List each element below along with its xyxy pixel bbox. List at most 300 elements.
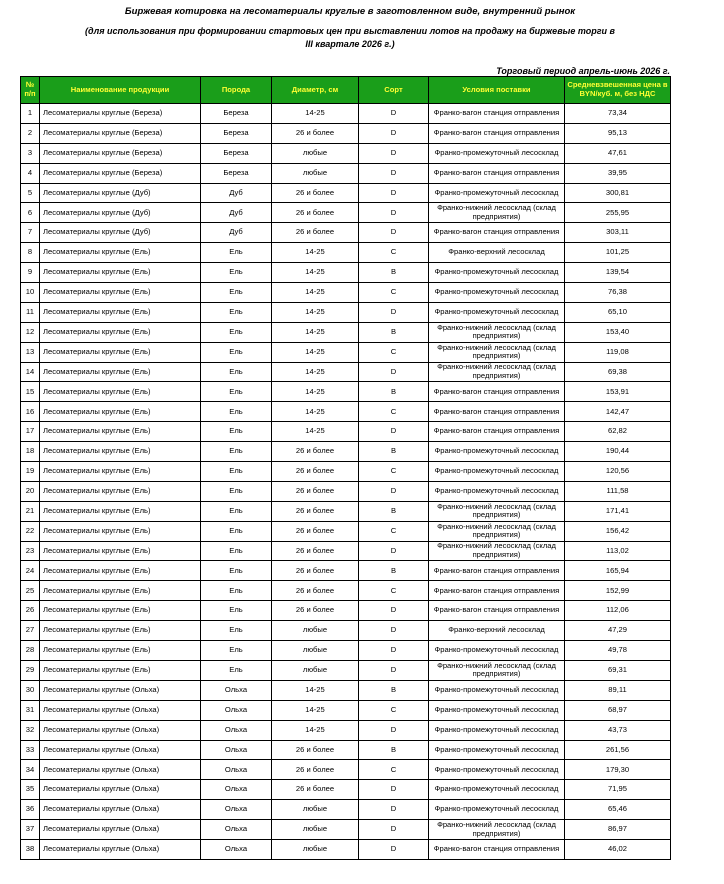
header-grade: Сорт [359, 77, 429, 104]
table-row [21, 621, 671, 641]
cell-grade: C [359, 283, 429, 303]
cell-number: 10 [21, 283, 40, 303]
table-row [21, 183, 671, 203]
cell-species: Ольха [201, 839, 272, 859]
cell-diameter: 14-25 [272, 263, 359, 283]
cell-product: Лесоматериалы круглые (Ель) [40, 422, 201, 442]
cell-product: Лесоматериалы круглые (Ольха) [40, 680, 201, 700]
cell-grade: D [359, 820, 429, 840]
cell-species: Береза [201, 123, 272, 143]
cell-diameter: любые [272, 839, 359, 859]
cell-grade: D [359, 621, 429, 641]
cell-product: Лесоматериалы круглые (Дуб) [40, 223, 201, 243]
cell-product: Лесоматериалы круглые (Ель) [40, 263, 201, 283]
cell-grade: D [359, 720, 429, 740]
cell-grade: D [359, 183, 429, 203]
cell-delivery: Франко-вагон станция отправления [429, 601, 565, 621]
table-row [21, 561, 671, 581]
cell-price: 49,78 [565, 641, 671, 661]
cell-grade: D [359, 163, 429, 183]
cell-number: 18 [21, 442, 40, 462]
cell-product: Лесоматериалы круглые (Ель) [40, 283, 201, 303]
cell-species: Ольха [201, 740, 272, 760]
cell-delivery: Франко-промежуточный лесосклад [429, 302, 565, 322]
cell-grade: D [359, 123, 429, 143]
cell-grade: D [359, 203, 429, 223]
cell-price: 65,46 [565, 800, 671, 820]
cell-delivery: Франко-нижний лесосклад (склад предприятия) [429, 660, 565, 680]
cell-delivery: Франко-промежуточный лесосклад [429, 183, 565, 203]
cell-number: 6 [21, 203, 40, 223]
cell-price: 112,06 [565, 601, 671, 621]
cell-product: Лесоматериалы круглые (Ель) [40, 382, 201, 402]
cell-diameter: 14-25 [272, 342, 359, 362]
cell-diameter: 14-25 [272, 422, 359, 442]
cell-diameter: 26 и более [272, 183, 359, 203]
cell-diameter: любые [272, 641, 359, 661]
cell-diameter: 14-25 [272, 362, 359, 382]
cell-price: 47,61 [565, 143, 671, 163]
cell-product: Лесоматериалы круглые (Ольха) [40, 800, 201, 820]
document-subtitle [0, 25, 700, 51]
table-row [21, 462, 671, 482]
cell-price: 46,02 [565, 839, 671, 859]
cell-number: 8 [21, 243, 40, 263]
cell-delivery: Франко-нижний лесосклад (склад предприятия) [429, 541, 565, 561]
cell-grade: D [359, 641, 429, 661]
cell-delivery: Франко-вагон станция отправления [429, 223, 565, 243]
cell-grade: C [359, 462, 429, 482]
cell-price: 119,08 [565, 342, 671, 362]
table-row [21, 501, 671, 521]
cell-price: 65,10 [565, 302, 671, 322]
cell-delivery: Франко-промежуточный лесосклад [429, 680, 565, 700]
cell-product: Лесоматериалы круглые (Ольха) [40, 820, 201, 840]
header-species: Порода [201, 77, 272, 104]
cell-diameter: 26 и более [272, 442, 359, 462]
table-row [21, 342, 671, 362]
cell-number: 38 [21, 839, 40, 859]
cell-delivery: Франко-верхний лесосклад [429, 243, 565, 263]
subtitle-line-1: (для использования при формировании стартовых цен при выставлении лотов на продажу на биржевые торги в [85, 26, 615, 36]
cell-grade: B [359, 680, 429, 700]
cell-diameter: любые [272, 621, 359, 641]
cell-price: 153,40 [565, 322, 671, 342]
table-row [21, 143, 671, 163]
table-row [21, 760, 671, 780]
cell-price: 68,97 [565, 700, 671, 720]
header-number: № п/п [21, 77, 40, 104]
cell-price: 95,13 [565, 123, 671, 143]
cell-species: Ель [201, 302, 272, 322]
cell-product: Лесоматериалы круглые (Ель) [40, 322, 201, 342]
cell-species: Ель [201, 621, 272, 641]
table-row [21, 601, 671, 621]
cell-diameter: 14-25 [272, 322, 359, 342]
cell-delivery: Франко-нижний лесосклад (склад предприятия) [429, 521, 565, 541]
cell-number: 34 [21, 760, 40, 780]
table-row [21, 839, 671, 859]
cell-species: Ольха [201, 720, 272, 740]
cell-number: 15 [21, 382, 40, 402]
cell-species: Ель [201, 601, 272, 621]
cell-grade: B [359, 501, 429, 521]
cell-species: Береза [201, 104, 272, 124]
cell-price: 76,38 [565, 283, 671, 303]
cell-delivery: Франко-промежуточный лесосклад [429, 462, 565, 482]
cell-price: 111,58 [565, 481, 671, 501]
cell-number: 12 [21, 322, 40, 342]
cell-species: Ольха [201, 760, 272, 780]
cell-diameter: 26 и более [272, 203, 359, 223]
cell-delivery: Франко-нижний лесосклад (склад предприятия) [429, 501, 565, 521]
cell-diameter: 26 и более [272, 760, 359, 780]
cell-delivery: Франко-промежуточный лесосклад [429, 800, 565, 820]
cell-product: Лесоматериалы круглые (Ель) [40, 581, 201, 601]
cell-diameter: 26 и более [272, 541, 359, 561]
table-row [21, 203, 671, 223]
cell-diameter: любые [272, 163, 359, 183]
cell-product: Лесоматериалы круглые (Ольха) [40, 780, 201, 800]
cell-product: Лесоматериалы круглые (Береза) [40, 123, 201, 143]
cell-delivery: Франко-промежуточный лесосклад [429, 481, 565, 501]
cell-product: Лесоматериалы круглые (Береза) [40, 104, 201, 124]
cell-delivery: Франко-вагон станция отправления [429, 402, 565, 422]
cell-grade: D [359, 223, 429, 243]
cell-product: Лесоматериалы круглые (Ель) [40, 660, 201, 680]
cell-price: 71,95 [565, 780, 671, 800]
cell-product: Лесоматериалы круглые (Ель) [40, 561, 201, 581]
cell-diameter: 26 и более [272, 780, 359, 800]
cell-product: Лесоматериалы круглые (Ель) [40, 621, 201, 641]
cell-product: Лесоматериалы круглые (Ель) [40, 541, 201, 561]
cell-number: 32 [21, 720, 40, 740]
table-row [21, 243, 671, 263]
trading-period: Торговый период апрель-июнь 2026 г. [496, 66, 670, 76]
cell-price: 152,99 [565, 581, 671, 601]
cell-price: 303,11 [565, 223, 671, 243]
cell-species: Ольха [201, 680, 272, 700]
cell-delivery: Франко-промежуточный лесосклад [429, 143, 565, 163]
cell-delivery: Франко-вагон станция отправления [429, 123, 565, 143]
cell-number: 31 [21, 700, 40, 720]
table-row [21, 700, 671, 720]
cell-number: 2 [21, 123, 40, 143]
cell-grade: D [359, 104, 429, 124]
table-row [21, 800, 671, 820]
cell-delivery: Франко-верхний лесосклад [429, 621, 565, 641]
table-header-row [21, 77, 671, 104]
quotation-table [20, 76, 671, 860]
cell-species: Ель [201, 422, 272, 442]
cell-price: 255,95 [565, 203, 671, 223]
cell-number: 16 [21, 402, 40, 422]
table-row [21, 422, 671, 442]
table-row [21, 820, 671, 840]
cell-product: Лесоматериалы круглые (Ель) [40, 302, 201, 322]
cell-species: Ольха [201, 780, 272, 800]
cell-species: Ель [201, 362, 272, 382]
table-row [21, 680, 671, 700]
cell-diameter: 26 и более [272, 481, 359, 501]
table-row [21, 223, 671, 243]
cell-number: 30 [21, 680, 40, 700]
table-row [21, 660, 671, 680]
header-price: Средневзвешенная цена в BYN/куб. м, без НДС [565, 77, 671, 104]
cell-grade: D [359, 660, 429, 680]
cell-species: Ольха [201, 800, 272, 820]
cell-diameter: 26 и более [272, 740, 359, 760]
cell-diameter: 26 и более [272, 561, 359, 581]
cell-number: 35 [21, 780, 40, 800]
cell-product: Лесоматериалы круглые (Ольха) [40, 700, 201, 720]
cell-diameter: любые [272, 800, 359, 820]
cell-species: Ель [201, 501, 272, 521]
cell-delivery: Франко-нижний лесосклад (склад предприятия) [429, 820, 565, 840]
cell-number: 11 [21, 302, 40, 322]
cell-number: 13 [21, 342, 40, 362]
table-row [21, 641, 671, 661]
cell-delivery: Франко-вагон станция отправления [429, 581, 565, 601]
cell-delivery: Франко-промежуточный лесосклад [429, 263, 565, 283]
cell-grade: D [359, 780, 429, 800]
table-row [21, 283, 671, 303]
cell-species: Ель [201, 641, 272, 661]
cell-grade: B [359, 442, 429, 462]
cell-product: Лесоматериалы круглые (Береза) [40, 143, 201, 163]
cell-species: Ель [201, 322, 272, 342]
cell-species: Береза [201, 163, 272, 183]
cell-number: 27 [21, 621, 40, 641]
table-row [21, 302, 671, 322]
cell-delivery: Франко-нижний лесосклад (склад предприятия) [429, 362, 565, 382]
cell-diameter: любые [272, 660, 359, 680]
table-row [21, 123, 671, 143]
cell-number: 19 [21, 462, 40, 482]
cell-grade: C [359, 700, 429, 720]
cell-grade: C [359, 243, 429, 263]
cell-price: 39,95 [565, 163, 671, 183]
cell-product: Лесоматериалы круглые (Дуб) [40, 183, 201, 203]
cell-number: 24 [21, 561, 40, 581]
cell-product: Лесоматериалы круглые (Береза) [40, 163, 201, 183]
cell-grade: C [359, 521, 429, 541]
table-row [21, 521, 671, 541]
cell-diameter: 14-25 [272, 283, 359, 303]
cell-product: Лесоматериалы круглые (Ель) [40, 481, 201, 501]
cell-diameter: любые [272, 143, 359, 163]
cell-number: 4 [21, 163, 40, 183]
cell-product: Лесоматериалы круглые (Ель) [40, 402, 201, 422]
cell-grade: C [359, 402, 429, 422]
cell-diameter: 26 и более [272, 123, 359, 143]
cell-price: 171,41 [565, 501, 671, 521]
cell-number: 14 [21, 362, 40, 382]
cell-species: Ольха [201, 700, 272, 720]
table-row [21, 541, 671, 561]
cell-species: Ель [201, 581, 272, 601]
cell-grade: D [359, 481, 429, 501]
cell-species: Ель [201, 481, 272, 501]
cell-product: Лесоматериалы круглые (Ель) [40, 442, 201, 462]
cell-delivery: Франко-вагон станция отправления [429, 422, 565, 442]
header-delivery: Условия поставки [429, 77, 565, 104]
cell-delivery: Франко-промежуточный лесосклад [429, 442, 565, 462]
cell-number: 36 [21, 800, 40, 820]
cell-product: Лесоматериалы круглые (Ольха) [40, 720, 201, 740]
cell-price: 69,38 [565, 362, 671, 382]
cell-diameter: 14-25 [272, 700, 359, 720]
cell-grade: B [359, 740, 429, 760]
cell-grade: D [359, 302, 429, 322]
cell-species: Береза [201, 143, 272, 163]
cell-diameter: 26 и более [272, 521, 359, 541]
cell-delivery: Франко-промежуточный лесосклад [429, 740, 565, 760]
cell-species: Дуб [201, 183, 272, 203]
cell-diameter: 26 и более [272, 223, 359, 243]
table-row [21, 362, 671, 382]
table-row [21, 382, 671, 402]
cell-grade: B [359, 561, 429, 581]
cell-number: 5 [21, 183, 40, 203]
table-row [21, 322, 671, 342]
table-row [21, 402, 671, 422]
header-diameter: Диаметр, см [272, 77, 359, 104]
cell-product: Лесоматериалы круглые (Ель) [40, 243, 201, 263]
cell-price: 153,91 [565, 382, 671, 402]
cell-grade: C [359, 342, 429, 362]
cell-number: 7 [21, 223, 40, 243]
cell-species: Ель [201, 660, 272, 680]
cell-delivery: Франко-промежуточный лесосклад [429, 720, 565, 740]
cell-price: 62,82 [565, 422, 671, 442]
table-row [21, 104, 671, 124]
cell-number: 33 [21, 740, 40, 760]
cell-product: Лесоматериалы круглые (Дуб) [40, 203, 201, 223]
cell-grade: D [359, 143, 429, 163]
cell-delivery: Франко-нижний лесосклад (склад предприятия) [429, 342, 565, 362]
cell-price: 89,11 [565, 680, 671, 700]
cell-price: 69,31 [565, 660, 671, 680]
cell-diameter: 26 и более [272, 581, 359, 601]
cell-species: Ель [201, 442, 272, 462]
cell-species: Ель [201, 561, 272, 581]
cell-price: 43,73 [565, 720, 671, 740]
table-row [21, 481, 671, 501]
cell-product: Лесоматериалы круглые (Ель) [40, 342, 201, 362]
cell-diameter: 14-25 [272, 243, 359, 263]
cell-price: 261,56 [565, 740, 671, 760]
cell-diameter: 26 и более [272, 601, 359, 621]
cell-delivery: Франко-вагон станция отправления [429, 839, 565, 859]
cell-price: 47,29 [565, 621, 671, 641]
cell-number: 9 [21, 263, 40, 283]
cell-product: Лесоматериалы круглые (Ольха) [40, 740, 201, 760]
cell-price: 179,30 [565, 760, 671, 780]
cell-delivery: Франко-промежуточный лесосклад [429, 780, 565, 800]
cell-number: 1 [21, 104, 40, 124]
cell-diameter: 14-25 [272, 302, 359, 322]
cell-species: Ель [201, 521, 272, 541]
cell-grade: C [359, 581, 429, 601]
cell-price: 86,97 [565, 820, 671, 840]
cell-price: 139,54 [565, 263, 671, 283]
cell-grade: D [359, 541, 429, 561]
cell-species: Ель [201, 263, 272, 283]
cell-species: Ель [201, 283, 272, 303]
cell-species: Ель [201, 541, 272, 561]
cell-species: Дуб [201, 203, 272, 223]
cell-species: Ель [201, 402, 272, 422]
cell-product: Лесоматериалы круглые (Ель) [40, 501, 201, 521]
cell-grade: D [359, 362, 429, 382]
cell-grade: C [359, 760, 429, 780]
cell-delivery: Франко-промежуточный лесосклад [429, 700, 565, 720]
document-title: Биржевая котировка на лесоматериалы круглые в заготовленном виде, внутренний рынок [124, 6, 576, 17]
cell-species: Ель [201, 382, 272, 402]
cell-number: 29 [21, 660, 40, 680]
cell-number: 28 [21, 641, 40, 661]
cell-price: 101,25 [565, 243, 671, 263]
cell-delivery: Франко-промежуточный лесосклад [429, 641, 565, 661]
cell-product: Лесоматериалы круглые (Ольха) [40, 839, 201, 859]
cell-diameter: 14-25 [272, 720, 359, 740]
cell-product: Лесоматериалы круглые (Ель) [40, 521, 201, 541]
subtitle-line-2: III квартале 2026 г.) [305, 39, 395, 49]
cell-grade: B [359, 382, 429, 402]
cell-diameter: 14-25 [272, 402, 359, 422]
cell-number: 23 [21, 541, 40, 561]
cell-price: 156,42 [565, 521, 671, 541]
cell-price: 73,34 [565, 104, 671, 124]
cell-product: Лесоматериалы круглые (Ольха) [40, 760, 201, 780]
cell-number: 26 [21, 601, 40, 621]
cell-grade: D [359, 422, 429, 442]
cell-number: 17 [21, 422, 40, 442]
cell-diameter: 26 и более [272, 462, 359, 482]
cell-price: 142,47 [565, 402, 671, 422]
cell-product: Лесоматериалы круглые (Ель) [40, 362, 201, 382]
cell-diameter: 14-25 [272, 104, 359, 124]
cell-number: 20 [21, 481, 40, 501]
cell-species: Ель [201, 243, 272, 263]
cell-diameter: 14-25 [272, 382, 359, 402]
cell-number: 37 [21, 820, 40, 840]
cell-delivery: Франко-вагон станция отправления [429, 382, 565, 402]
cell-delivery: Франко-нижний лесосклад (склад предприятия) [429, 322, 565, 342]
cell-diameter: любые [272, 820, 359, 840]
cell-product: Лесоматериалы круглые (Ель) [40, 462, 201, 482]
cell-delivery: Франко-вагон станция отправления [429, 561, 565, 581]
cell-number: 3 [21, 143, 40, 163]
cell-price: 190,44 [565, 442, 671, 462]
cell-product: Лесоматериалы круглые (Ель) [40, 601, 201, 621]
cell-price: 120,56 [565, 462, 671, 482]
cell-product: Лесоматериалы круглые (Ель) [40, 641, 201, 661]
table-row [21, 581, 671, 601]
cell-grade: D [359, 839, 429, 859]
cell-delivery: Франко-промежуточный лесосклад [429, 760, 565, 780]
cell-delivery: Франко-вагон станция отправления [429, 104, 565, 124]
cell-price: 113,02 [565, 541, 671, 561]
cell-number: 25 [21, 581, 40, 601]
table-body [21, 104, 671, 860]
cell-grade: D [359, 800, 429, 820]
table-row [21, 780, 671, 800]
cell-diameter: 14-25 [272, 680, 359, 700]
header-product: Наименование продукции [40, 77, 201, 104]
cell-grade: B [359, 263, 429, 283]
